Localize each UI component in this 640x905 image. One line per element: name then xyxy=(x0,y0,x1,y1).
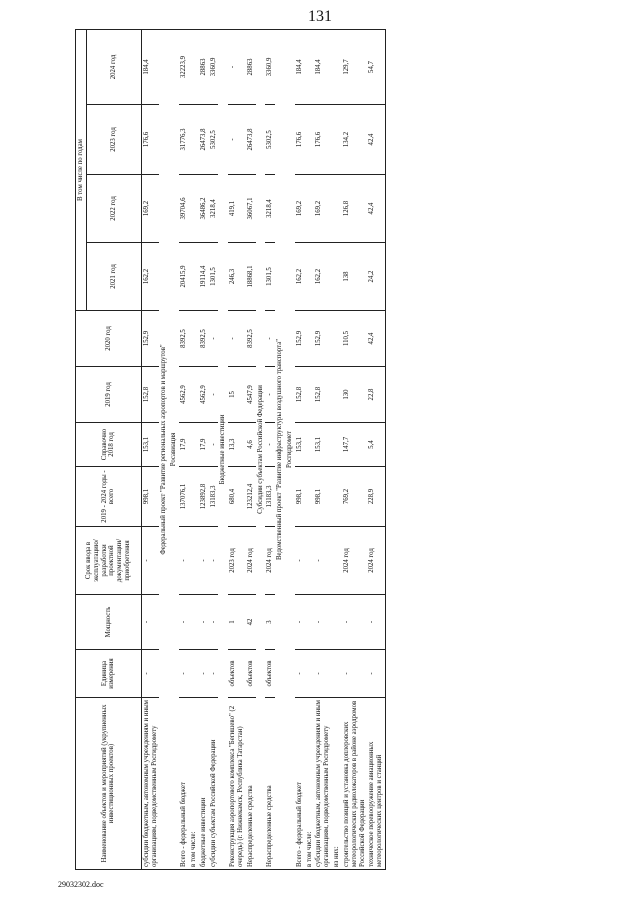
cell-y2021: 162,2 xyxy=(141,243,159,311)
header-y2021: 2021 год xyxy=(86,243,141,311)
cell-unit xyxy=(332,650,342,698)
header-name: Наименование объектов и мероприятий (укрупненных инвестиционных проектов) xyxy=(76,698,142,870)
table-row xyxy=(367,29,385,869)
header-y2024: 2024 год xyxy=(86,29,141,104)
cell-capacity xyxy=(189,595,199,650)
cell-y2020: 8392,5 xyxy=(199,311,209,367)
cell-y2019: - xyxy=(209,367,219,423)
cell-name: строительство позиций и установка доплеровских метеорологических радиолокаторов в районе аэродромов Российской Федерации xyxy=(342,698,367,870)
cell-ref2018: 17,9 xyxy=(199,423,209,467)
table-body xyxy=(141,29,385,869)
cell-y2023: 5302,5 xyxy=(265,105,275,175)
cell-deadline: - xyxy=(295,527,305,595)
cell-y2020: 8392,5 xyxy=(246,311,256,367)
cell-deadline xyxy=(332,527,342,595)
cell-total: 680,4 xyxy=(228,467,246,527)
table-row xyxy=(246,29,256,869)
cell-y2020: 8392,5 xyxy=(179,311,189,367)
cell-name: в том числе: xyxy=(189,698,199,870)
cell-y2022: 169,2 xyxy=(141,175,159,243)
cell-deadline: 2024 год xyxy=(342,527,367,595)
cell-y2023 xyxy=(332,105,342,175)
cell-total xyxy=(305,467,315,527)
cell-ref2018: 153,1 xyxy=(295,423,305,467)
cell-y2021: 138 xyxy=(342,243,367,311)
cell-y2019: 4562,9 xyxy=(199,367,209,423)
cell-unit: - xyxy=(295,650,305,698)
page-number: 131 xyxy=(308,8,332,25)
cell-unit: - xyxy=(342,650,367,698)
cell-y2019: 130 xyxy=(342,367,367,423)
cell-y2020 xyxy=(332,311,342,367)
cell-y2023: - xyxy=(228,105,246,175)
cell-y2023: 176,6 xyxy=(141,105,159,175)
section-row xyxy=(218,29,228,869)
cell-total: 998,1 xyxy=(295,467,305,527)
cell-unit: - xyxy=(314,650,332,698)
cell-deadline: 2023 год xyxy=(228,527,246,595)
cell-total: 769,2 xyxy=(342,467,367,527)
cell-unit: - xyxy=(209,650,219,698)
table-row xyxy=(141,29,159,869)
budget-table xyxy=(75,29,386,870)
cell-y2022: 36486,2 xyxy=(199,175,209,243)
cell-y2022: 39704,6 xyxy=(179,175,189,243)
cell-name: из них: xyxy=(332,698,342,870)
cell-y2020: - xyxy=(228,311,246,367)
cell-deadline: - xyxy=(179,527,189,595)
table-row xyxy=(305,29,315,869)
cell-capacity xyxy=(305,595,315,650)
header-y2019: 2019 год xyxy=(76,367,142,423)
cell-y2022: 42,4 xyxy=(367,175,385,243)
cell-y2021 xyxy=(189,243,199,311)
cell-y2020: 110,5 xyxy=(342,311,367,367)
table-header xyxy=(76,29,142,869)
cell-y2024: 184,4 xyxy=(295,29,305,104)
cell-capacity xyxy=(332,595,342,650)
cell-y2024: 28863 xyxy=(246,29,256,104)
cell-y2021 xyxy=(305,243,315,311)
cell-total: 998,1 xyxy=(141,467,159,527)
cell-y2020 xyxy=(189,311,199,367)
header-total: 2019 - 2024 годы - всего xyxy=(76,467,142,527)
cell-capacity: 3 xyxy=(265,595,275,650)
cell-ref2018: 153,1 xyxy=(141,423,159,467)
table-row xyxy=(179,29,189,869)
cell-capacity: 1 xyxy=(228,595,246,650)
cell-y2020: 152,9 xyxy=(141,311,159,367)
cell-name: Реконструкция аэропортового комплекса "Бегишево" (2 очередь) (г. Нижнекамск, Республика Татарстан) xyxy=(228,698,246,870)
table-row xyxy=(314,29,332,869)
cell-capacity: 42 xyxy=(246,595,256,650)
cell-y2023: 26473,8 xyxy=(246,105,256,175)
cell-y2021: 162,2 xyxy=(295,243,305,311)
cell-ref2018 xyxy=(189,423,199,467)
cell-y2019: 152,8 xyxy=(141,367,159,423)
cell-y2022: 36067,1 xyxy=(246,175,256,243)
cell-ref2018: 17,9 xyxy=(179,423,189,467)
cell-y2024: 184,4 xyxy=(141,29,159,104)
cell-y2019: 22,8 xyxy=(367,367,385,423)
cell-y2024 xyxy=(332,29,342,104)
cell-y2024 xyxy=(189,29,199,104)
cell-unit: объектов xyxy=(265,650,275,698)
cell-y2023: 176,6 xyxy=(295,105,305,175)
cell-y2023: 5302,5 xyxy=(209,105,219,175)
cell-total: 998,1 xyxy=(314,467,332,527)
cell-ref2018: 153,1 xyxy=(314,423,332,467)
cell-unit: - xyxy=(199,650,209,698)
header-deadline: Срок ввода в эксплуатацию/ разработки проектной документации/ приобретения xyxy=(76,527,142,595)
section-row xyxy=(169,29,179,869)
cell-unit: объектов xyxy=(246,650,256,698)
header-y2020: 2020 год xyxy=(76,311,142,367)
cell-ref2018: 147,7 xyxy=(342,423,367,467)
cell-name: субсидии бюджетным, автономным учреждениям и иным организациям, подведомственным Росгидромету xyxy=(141,698,159,870)
cell-name: Нераспределенные средства xyxy=(265,698,275,870)
cell-total xyxy=(189,467,199,527)
section-title: Росавиация xyxy=(169,29,179,869)
cell-y2023: 31776,3 xyxy=(179,105,189,175)
cell-name: Всего - федеральный бюджет xyxy=(295,698,305,870)
cell-deadline: 2024 год xyxy=(246,527,256,595)
cell-ref2018: 5,4 xyxy=(367,423,385,467)
cell-y2022: 126,8 xyxy=(342,175,367,243)
cell-y2019 xyxy=(189,367,199,423)
cell-ref2018: - xyxy=(265,423,275,467)
rotated-table-container xyxy=(75,30,640,870)
cell-y2022 xyxy=(189,175,199,243)
cell-y2021: 162,2 xyxy=(314,243,332,311)
table-row xyxy=(228,29,246,869)
cell-y2024: 3360,9 xyxy=(209,29,219,104)
section-title: Бюджетные инвестиции xyxy=(218,29,228,869)
cell-y2022: 419,1 xyxy=(228,175,246,243)
cell-y2019 xyxy=(332,367,342,423)
cell-ref2018: 4,6 xyxy=(246,423,256,467)
cell-total: 228,9 xyxy=(367,467,385,527)
cell-y2022 xyxy=(305,175,315,243)
cell-y2021: 1301,5 xyxy=(265,243,275,311)
cell-ref2018 xyxy=(332,423,342,467)
cell-y2023 xyxy=(305,105,315,175)
header-by-year: В том числе по годам xyxy=(76,29,87,310)
cell-y2020: - xyxy=(209,311,219,367)
cell-y2019 xyxy=(305,367,315,423)
table-row xyxy=(199,29,209,869)
cell-deadline: - xyxy=(209,527,219,595)
cell-total: 123212,4 xyxy=(246,467,256,527)
cell-deadline: - xyxy=(141,527,159,595)
cell-y2019: 152,8 xyxy=(295,367,305,423)
cell-name: в том числе: xyxy=(305,698,315,870)
cell-y2021: 18868,1 xyxy=(246,243,256,311)
cell-capacity: - xyxy=(295,595,305,650)
table-row xyxy=(209,29,219,869)
cell-unit xyxy=(189,650,199,698)
cell-ref2018: 13,3 xyxy=(228,423,246,467)
cell-ref2018: - xyxy=(209,423,219,467)
cell-y2020 xyxy=(305,311,315,367)
header-capacity: Мощность xyxy=(76,595,142,650)
cell-y2023 xyxy=(189,105,199,175)
cell-y2023: 42,4 xyxy=(367,105,385,175)
cell-y2020: 42,4 xyxy=(367,311,385,367)
cell-name: субсидии субъектам Российской Федерации xyxy=(209,698,219,870)
section-title: Росгидромет xyxy=(285,29,295,869)
cell-capacity: - xyxy=(342,595,367,650)
header-y2022: 2022 год xyxy=(86,175,141,243)
cell-y2021: 19114,4 xyxy=(199,243,209,311)
section-row xyxy=(285,29,295,869)
cell-y2023: 134,2 xyxy=(342,105,367,175)
cell-capacity: - xyxy=(179,595,189,650)
header-y2023: 2023 год xyxy=(86,105,141,175)
table-row xyxy=(342,29,367,869)
cell-y2024: 54,7 xyxy=(367,29,385,104)
cell-y2020: 152,9 xyxy=(314,311,332,367)
table-row xyxy=(265,29,275,869)
cell-deadline: 2024 год xyxy=(367,527,385,595)
cell-name: субсидии бюджетным, автономным учреждениям и иным организациям, подведомственным Росгидромету xyxy=(314,698,332,870)
cell-name: Нераспределенные средства xyxy=(246,698,256,870)
cell-y2020: - xyxy=(265,311,275,367)
table-row xyxy=(295,29,305,869)
cell-name: бюджетные инвестиции xyxy=(199,698,209,870)
cell-y2021 xyxy=(332,243,342,311)
cell-deadline: - xyxy=(199,527,209,595)
cell-y2022: 169,2 xyxy=(295,175,305,243)
footer-filename: 29032302.doc xyxy=(58,880,104,889)
section-row xyxy=(275,29,285,869)
cell-y2020: 152,9 xyxy=(295,311,305,367)
cell-y2022: 169,2 xyxy=(314,175,332,243)
cell-y2022: 3218,4 xyxy=(265,175,275,243)
cell-unit: - xyxy=(141,650,159,698)
cell-y2019: 4562,9 xyxy=(179,367,189,423)
cell-y2019: 15 xyxy=(228,367,246,423)
cell-deadline: 2024 год xyxy=(265,527,275,595)
cell-y2019: - xyxy=(265,367,275,423)
table-row xyxy=(332,29,342,869)
section-title: Субсидии субъектам Российской Федерации xyxy=(256,29,266,869)
cell-y2024: 32223,9 xyxy=(179,29,189,104)
cell-y2019: 152,8 xyxy=(314,367,332,423)
cell-capacity: - xyxy=(141,595,159,650)
cell-name: техническое перевооружение авиационных метеорологических центров и станций xyxy=(367,698,385,870)
cell-y2021: 20415,9 xyxy=(179,243,189,311)
cell-y2019: 4547,9 xyxy=(246,367,256,423)
cell-y2024: 184,4 xyxy=(314,29,332,104)
cell-total: 13183,3 xyxy=(209,467,219,527)
cell-deadline xyxy=(305,527,315,595)
cell-name: Всего - федеральный бюджет xyxy=(179,698,189,870)
cell-y2023: 176,6 xyxy=(314,105,332,175)
cell-unit: - xyxy=(367,650,385,698)
section-row xyxy=(256,29,266,869)
header-unit: Единица измерения xyxy=(76,650,142,698)
cell-deadline: - xyxy=(314,527,332,595)
cell-capacity: - xyxy=(199,595,209,650)
cell-y2021: 246,3 xyxy=(228,243,246,311)
table-row xyxy=(189,29,199,869)
cell-total: 137076,1 xyxy=(179,467,189,527)
cell-unit: объектов xyxy=(228,650,246,698)
cell-y2024 xyxy=(305,29,315,104)
cell-unit: - xyxy=(179,650,189,698)
cell-y2024: - xyxy=(228,29,246,104)
cell-deadline xyxy=(189,527,199,595)
cell-y2023: 26473,8 xyxy=(199,105,209,175)
cell-y2022: 3218,4 xyxy=(209,175,219,243)
cell-capacity: - xyxy=(209,595,219,650)
section-title: Ведомственный проект "Развитие инфраструктуры воздушного транспорта" xyxy=(275,29,285,869)
cell-y2024: 129,7 xyxy=(342,29,367,104)
cell-total: 123892,8 xyxy=(199,467,209,527)
cell-capacity: - xyxy=(314,595,332,650)
cell-total xyxy=(332,467,342,527)
cell-total: 13183,3 xyxy=(265,467,275,527)
header-ref2018: Справочно 2018 год xyxy=(76,423,142,467)
cell-capacity: - xyxy=(367,595,385,650)
section-title: Федеральный проект "Развитие региональных аэропортов и маршрутов" xyxy=(159,29,169,869)
cell-y2021: 1301,5 xyxy=(209,243,219,311)
cell-y2021: 24,2 xyxy=(367,243,385,311)
cell-y2022 xyxy=(332,175,342,243)
cell-y2024: 28863 xyxy=(199,29,209,104)
cell-ref2018 xyxy=(305,423,315,467)
cell-unit xyxy=(305,650,315,698)
cell-y2024: 3360,9 xyxy=(265,29,275,104)
section-row xyxy=(159,29,169,869)
